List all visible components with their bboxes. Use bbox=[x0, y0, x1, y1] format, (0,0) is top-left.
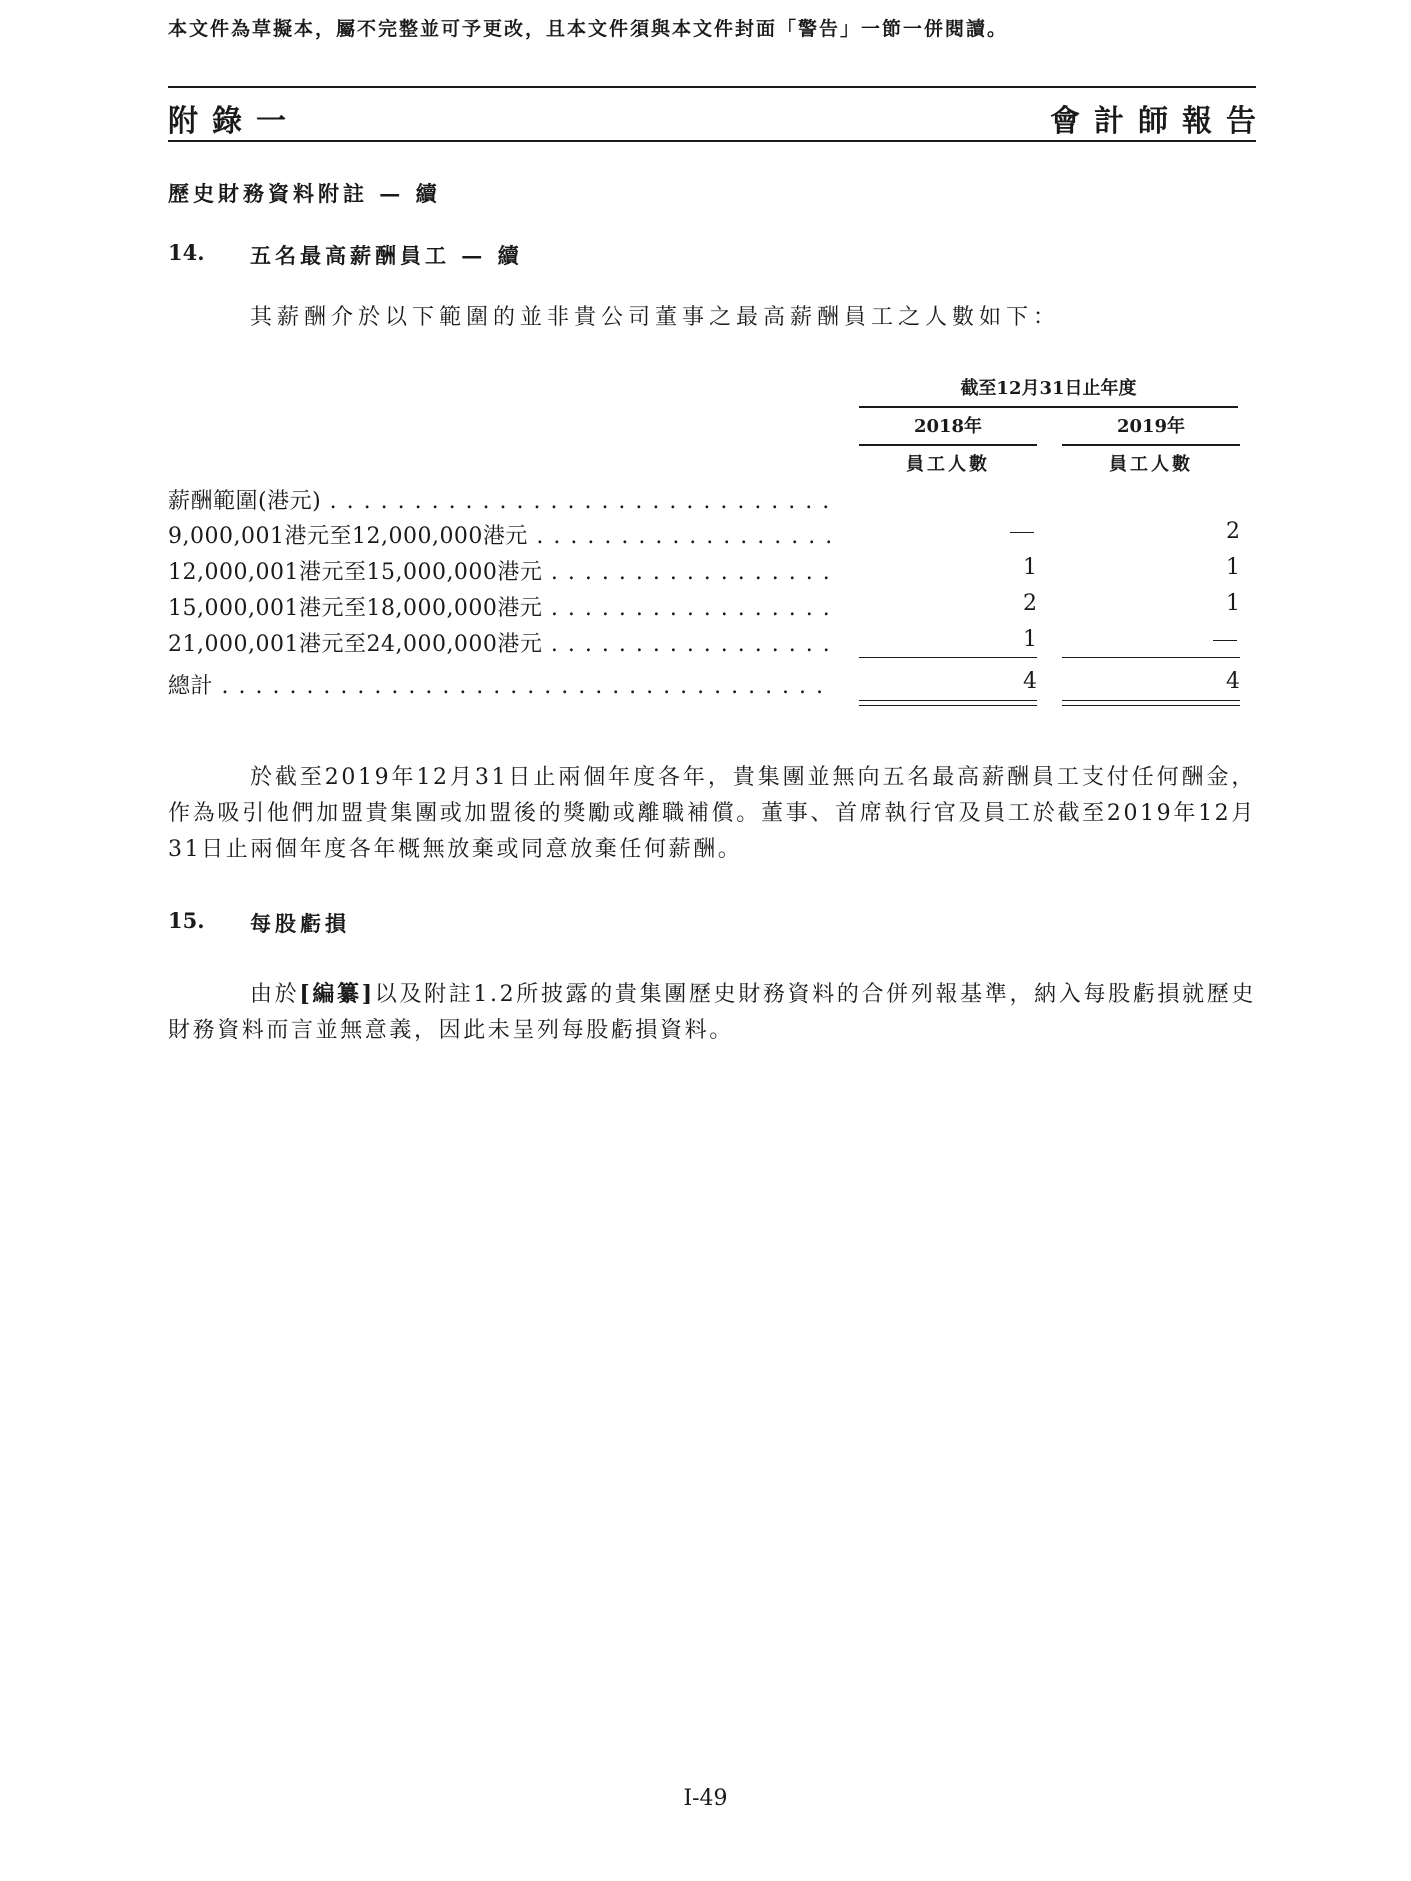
cell-2019: 2 bbox=[1226, 519, 1240, 544]
page-header bbox=[168, 86, 1270, 142]
cell-2018 bbox=[859, 519, 1037, 544]
dash-mark bbox=[1010, 532, 1034, 533]
column-subheader-2018: 員工人數 bbox=[906, 454, 990, 475]
note-15-paragraph: 由於[編纂]以及附註1.2所披露的貴集團歷史財務資料的合併列報基準，納入每股虧損就歷史財務資料而言並無意義，因此未呈列每股虧損資料。 bbox=[168, 981, 1257, 1043]
column-header-2018: 2018年 bbox=[859, 412, 1037, 446]
total-2019: 4 bbox=[1226, 669, 1240, 694]
total-double-rule-2018 bbox=[859, 700, 1037, 706]
cell-2018: 1 bbox=[1023, 627, 1037, 652]
row-label: 9,000,001港元至12,000,000港元 bbox=[168, 524, 528, 549]
appendix-label: 附錄一 bbox=[168, 104, 300, 139]
draft-disclaimer: 本文件為草擬本，屬不完整並可予更改，且本文件須與本文件封面「警告」一節一併閱讀。 bbox=[168, 18, 1009, 40]
dash-mark bbox=[1213, 640, 1237, 641]
cell-2019 bbox=[1062, 627, 1240, 652]
report-title: 會計師報告 bbox=[1050, 104, 1270, 139]
row-label: 15,000,001港元至18,000,000港元 bbox=[168, 596, 543, 621]
page-number: I-49 bbox=[683, 1786, 728, 1811]
note-14-title: 五名最高薪酬員工 — 續 bbox=[250, 243, 523, 268]
column-subheader-2019: 員工人數 bbox=[1109, 454, 1193, 475]
cell-2018: 1 bbox=[1023, 555, 1037, 580]
table-caption: 薪酬範圍(港元) . . . bbox=[168, 484, 830, 514]
note-14-number: 14. bbox=[168, 240, 205, 265]
section-title: 歷史財務資料附註 — 續 bbox=[168, 181, 441, 206]
row-label: 12,000,001港元至15,000,000港元 bbox=[168, 560, 543, 585]
column-header-2019: 2019年 bbox=[1062, 412, 1240, 446]
cell-2019: 1 bbox=[1226, 555, 1240, 580]
table-group-header: 截至12月31日止年度 bbox=[859, 374, 1238, 408]
note-14-paragraph: 於截至2019年12月31日止兩個年度各年，貴集團並無向五名最高薪酬員工支付任何酬金，作為吸引他們加盟貴集團或加盟後的獎勵或離職補償。董事、首席執行官及員工於截至2019年12月31日止兩個年度各年概無放棄或同意放棄任何薪酬。 bbox=[168, 765, 1256, 862]
subtotal-rule-2019 bbox=[1062, 657, 1240, 658]
note-14-intro: 其薪酬介於以下範圍的並非貴公司董事之最高薪酬員工之人數如下： bbox=[250, 305, 1061, 330]
total-2018: 4 bbox=[1023, 669, 1037, 694]
cell-2019: 1 bbox=[1226, 591, 1240, 616]
row-label: 21,000,001港元至24,000,000港元 bbox=[168, 632, 543, 657]
cell-2018: 2 bbox=[1023, 591, 1037, 616]
note-15-number: 15. bbox=[168, 908, 205, 933]
subtotal-rule-2018 bbox=[859, 657, 1037, 658]
total-label: 總計 bbox=[168, 674, 214, 699]
note-15-title: 每股虧損 bbox=[250, 911, 350, 936]
redacted-marker: [編纂] bbox=[299, 981, 375, 1007]
total-double-rule-2019 bbox=[1062, 700, 1240, 706]
